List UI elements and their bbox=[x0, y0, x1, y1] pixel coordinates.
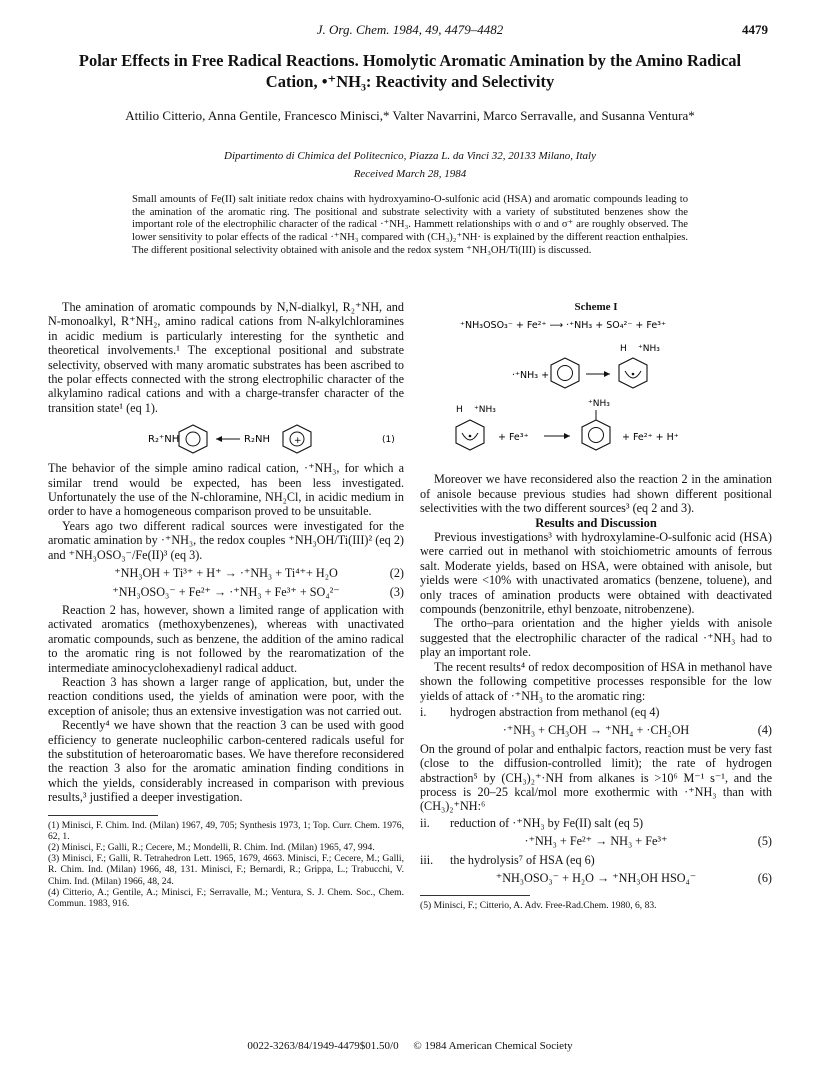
equation-3 bbox=[48, 585, 404, 599]
equation-1-figure bbox=[48, 421, 404, 455]
footnote-divider bbox=[420, 895, 530, 896]
paragraph: Years ago two different radical sources were investigated for the aromatic amination by ·⁺NH₃, the redox couples ⁺NH₃OH/Ti(III)² (eq 2) and ⁺NH₃OSO₃⁻/Fe(II)³ (eq 3). bbox=[48, 518, 404, 562]
eq1-right-label: R₂NH bbox=[244, 434, 270, 446]
benzene-ring-icon bbox=[551, 358, 579, 388]
footnote: (5) Minisci, F.; Citterio, A. Adv. Free-Rad.Chem. 1980, 6, 83. bbox=[420, 900, 657, 912]
list-label: ii. bbox=[420, 815, 430, 830]
running-header bbox=[0, 22, 820, 42]
scheme-fe3-label: + Fe³⁺ bbox=[498, 432, 529, 444]
list-item bbox=[420, 705, 772, 719]
scheme-figure bbox=[420, 314, 772, 464]
paragraph: Moreover we have reconsidered also the reaction 2 in the amination of anisole because previous studies had shown different positional selectivities with the two different sources³ (eq 2 and 3). bbox=[420, 472, 772, 516]
eq1-number: (1) bbox=[382, 435, 395, 446]
list-text: hydrogen abstraction from methanol (eq 4) bbox=[450, 704, 660, 719]
eq3-text: ⁺NH₃OSO₃⁻ + Fe²⁺ → ·⁺NH₃ + Fe³⁺ + SO₄²⁻ bbox=[112, 584, 340, 599]
list-item bbox=[420, 853, 772, 867]
reaction-arrow-icon bbox=[586, 371, 610, 377]
paragraph: On the ground of polar and enthalpic factors, reaction must be very fast (close to the diffusion-controlled limit); the rate of hydrogen abstraction⁵ by (CH₃)₂⁺·NH from alkanes is >10⁶ M⁻¹ s⁻¹, and the process is 20–25 kcal/mol more exothermic with ·⁺NH₃ than with (CH₃)₂⁺NH:⁶ bbox=[420, 741, 772, 814]
journal-citation: J. Org. Chem. 1984, 49, 4479–4482 bbox=[316, 22, 504, 37]
footnote: (2) Minisci, F.; Galli, R.; Cecere, M.; Mondelli, R. Chim. Ind. (Milan) 1965, 47, 994. bbox=[48, 842, 375, 853]
paragraph: The amination of aromatic compounds by N,N-dialkyl, R₂⁺NH, and N-monoalkyl, R⁺NH₂, amino radical cations from N-alkylchloramines in acidic medium is particularly interesting for the synthetic and theoretical involvements.¹ The exceptional positional and substrate selectivity, observed with many aromatic substrates has been ascribed to the polar effects connected with the strong electrophilic character of the alkylamino radical cations and with a charge-transfer character of the transition state¹ (eq 1). bbox=[48, 300, 404, 415]
paragraph: The ortho–para orientation and the higher yields with anisole suggested that the electrophilic character of the radical ·⁺NH₃ had to play an important role. bbox=[420, 616, 772, 660]
eq3-number: (3) bbox=[389, 584, 404, 599]
abstract: Small amounts of Fe(II) salt initiate redox chains with hydroxyamino-O-sulfonic acid (HSA) and aromatic compounds leading to the amination of the aromatic ring. The positional and substrate selectivity with a variety of substituted benzenes show the important role of the electrophilic character of the radical ·⁺NH₃. Hammett relationships with σ and σ⁺ are roughly observed. The lower sensitivity to polar effects of the radical ·⁺NH₃ compared with (CH₃)₂⁺NH· is explained by the different reaction enthalpies. The different positional selectivity obtained with anisole and the redox system ⁺NH₃OH/Ti(III) is discussed. bbox=[132, 194, 688, 256]
eq6-text: ⁺NH₃OSO₃⁻ + H₂O → ⁺NH₃OH HSO₄⁻ bbox=[495, 870, 697, 885]
page-number: 4479 bbox=[742, 22, 768, 37]
list-label: iii. bbox=[420, 852, 434, 867]
reaction-arrow-icon bbox=[216, 436, 240, 442]
scheme-line-1: ⁺NH₃OSO₃⁻ + Fe²⁺ ⟶ ·⁺NH₃ + SO₄²⁻ + Fe³⁺ bbox=[460, 320, 666, 332]
scheme-radical-label: ·⁺NH₃ + bbox=[512, 370, 550, 382]
scheme-h-label-2: H bbox=[456, 405, 463, 416]
equation-2 bbox=[48, 566, 404, 580]
scheme-nh3-product: ⁺NH₃ bbox=[588, 399, 610, 410]
footnote: (4) Citterio, A.; Gentile, A.; Minisci, F.; Serravalle, M.; Ventura, S. J. Chem. Soc., Chem. Commun. 1983, 916. bbox=[48, 886, 404, 910]
scheme-h-label: H bbox=[620, 344, 627, 355]
copyright: © 1984 American Chemical Society bbox=[413, 1040, 573, 1052]
paragraph: Recently⁴ we have shown that the reaction 3 can be used with good efficiency to generate nucleophilic carbon-centered radicals useful for the substitution of heteroaromatic bases. We have therefore reconsidered the reaction 3 also for the aromatic amination finding conditions in which the yields, considerably increased in comparison with previous results,³ justified a deeper investigation. bbox=[48, 718, 404, 805]
svg-text:+: + bbox=[294, 436, 302, 447]
equation-1 bbox=[48, 421, 404, 455]
equation-4 bbox=[420, 723, 772, 737]
paragraph: The behavior of the simple amino radical cation, ·⁺NH₃, for which a similar trend would be expected, has been less investigated. Unfortunately the use of the N-chloramine, NH₂Cl, in acidic medium in order to have a homogeneous comparison proved to be unsuitable. bbox=[48, 461, 404, 519]
eq1-left-label: R₂⁺NH bbox=[148, 434, 180, 446]
scheme-nh3-label: ⁺NH₃ bbox=[638, 344, 660, 355]
eq2-text: ⁺NH₃OH + Ti³⁺ + H⁺ → ·⁺NH₃ + Ti⁴⁺+ H₂O bbox=[114, 566, 338, 581]
list-text: reduction of ·⁺NH₃ by Fe(II) salt (eq 5) bbox=[450, 815, 644, 830]
scheme-nh3-label-2: ⁺NH₃ bbox=[474, 405, 496, 416]
eq6-number: (6) bbox=[757, 870, 772, 885]
footnote: (3) Minisci, F.; Galli, R. Tetrahedron Lett. 1965, 1679, 4663. Minisci, F.; Cecere, M.; Galli, R. Chim. Ind. (Milan) 1966, 48, 131. Minisci, F.; Bernardi, R.; Grippa, L.; Trabucchi, V. Chim. Ind. (Milan) 1966, 48, 24. bbox=[48, 853, 404, 887]
page-footer bbox=[0, 1040, 820, 1052]
cyclohexadienyl-ring-icon bbox=[619, 358, 647, 388]
affiliation: Dipartimento di Chimica del Politecnico, Piazza L. da Vinci 32, 20133 Milano, Italy bbox=[224, 150, 596, 162]
footnote: (1) Minisci, F. Chim. Ind. (Milan) 1967, 49, 705; Synthesis 1973, 1; Top. Curr. Chem. 1976, 62, 1. bbox=[48, 819, 404, 842]
benzene-ring-icon bbox=[179, 425, 207, 453]
eq4-number: (4) bbox=[757, 723, 772, 738]
paragraph: Reaction 3 has shown a larger range of application, but, under the reaction conditions used, the yields of amination were poor, with the exception of anisole; thus an extensive investigation was not carried out. bbox=[48, 674, 404, 718]
eq4-text: ·⁺NH₃ + CH₃OH → ⁺NH₄ + ·CH₂OH bbox=[502, 723, 690, 738]
article-code: 0022-3263/84/1949-4479$01.50/0 bbox=[247, 1040, 399, 1052]
equation-5 bbox=[420, 834, 772, 848]
author-list: Attilio Citterio, Anna Gentile, Francesco Minisci,* Valter Navarrini, Marco Serravalle, and Susanna Ventura* bbox=[125, 108, 695, 123]
cyclohexadienyl-ring-icon bbox=[456, 420, 484, 450]
eq5-number: (5) bbox=[757, 834, 772, 849]
list-label: i. bbox=[420, 704, 427, 719]
paragraph: The recent results⁴ of redox decomposition of HSA in methanol have shown the following competitive processes responsible for the low yields of attack of ·⁺NH₃ to the aromatic ring: bbox=[420, 659, 772, 703]
scheme-products-label: + Fe²⁺ + H⁺ bbox=[622, 432, 679, 444]
right-column bbox=[420, 300, 772, 912]
article-title: Polar Effects in Free Radical Reactions. Homolytic Aromatic Amination by the Amino Radical Cation, •⁺NH₃: Reactivity and Selectivity bbox=[78, 51, 742, 91]
footnote-divider bbox=[48, 815, 158, 816]
scheme-title: Scheme I bbox=[574, 301, 618, 313]
reaction-arrow-icon bbox=[544, 433, 570, 439]
paragraph: Previous investigations³ with hydroxylamine-O-sulfonic acid (HSA) were carried out in methanol with stoichiometric amounts of ferrous salt. Moderate yields, based on HSA, were obtained with anisole, but yields were <10% with unactivated aromatics (benzene, toluene), and only traces of amination products were obtained with deactivated compounds (benzonitrile, ethyl benzoate, nitrobenzene). bbox=[420, 530, 772, 617]
received-date: Received March 28, 1984 bbox=[353, 168, 467, 180]
eq5-text: ·⁺NH₃ + Fe²⁺ → NH₃ + Fe³⁺ bbox=[524, 834, 668, 849]
aniline-ring-icon bbox=[582, 420, 610, 450]
benzene-cation-ring-icon bbox=[283, 425, 311, 453]
eq2-number: (2) bbox=[389, 566, 404, 581]
list-text: the hydrolysis⁷ of HSA (eq 6) bbox=[450, 852, 595, 867]
list-item bbox=[420, 816, 772, 830]
equation-6 bbox=[420, 871, 772, 885]
left-column bbox=[48, 300, 404, 909]
section-heading: Results and Discussion bbox=[535, 515, 657, 530]
paragraph: Reaction 2 has, however, shown a limited range of application with activated aromatics (methoxybenzenes), whereas with unactivated aromatic compounds, such as benzene, the addition of the amino radical to the aromatic ring is not followed by the rearomatization of the intermediate aminocyclohexadienyl radical adduct. bbox=[48, 602, 404, 675]
